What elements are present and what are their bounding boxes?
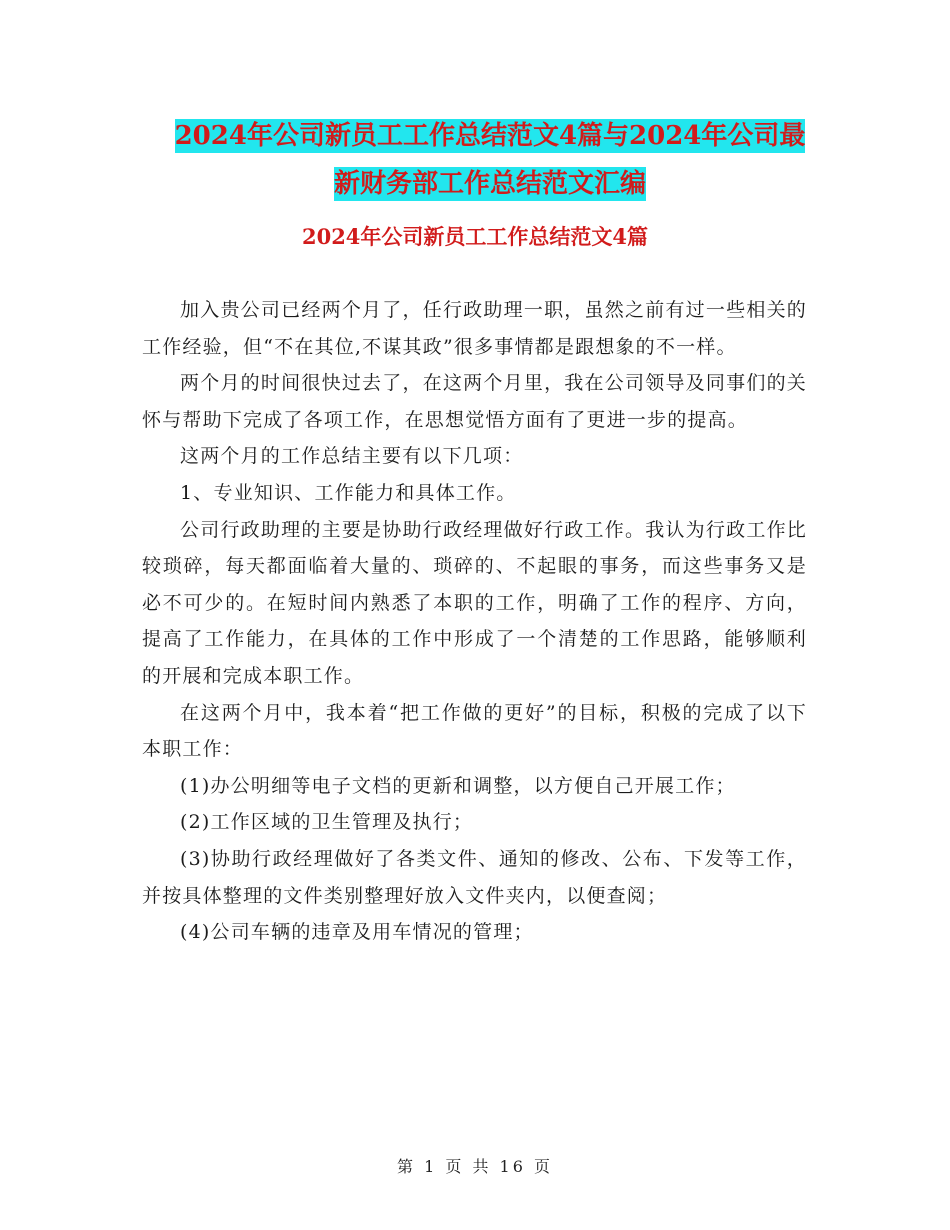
document-body — [142, 292, 807, 951]
paragraph: 公司行政助理的主要是协助行政经理做好行政工作。我认为行政工作比较琐碎，每天都面临着大量的、琐碎的、不起眼的事务，而这些事务又是必不可少的。在短时间内熟悉了本职的工作，明确了工作的程序、方向，提高了工作能力，在具体的工作中形成了一个清楚的工作思路，能够顺利的开展和完成本职工作。 — [142, 518, 807, 687]
list-item: (1)办公明细等电子文档的更新和调整，以方便自己开展工作； — [180, 774, 736, 797]
document-title-line2: 新财务部工作总结范文汇编 — [333, 169, 646, 199]
paragraph: 在这两个月中，我本着“把工作做的更好”的目标，积极的完成了以下本职工作： — [142, 701, 807, 761]
list-item: (2)工作区域的卫生管理及执行； — [180, 811, 474, 834]
document-title-line1: 2024年公司新员工工作总结范文4篇与2024年公司最 — [174, 121, 806, 151]
list-item: (3)协助行政经理做好了各类文件、通知的修改、公布、下发等工作，并按具体整理的文件类别整理好放入文件夹内，以便查阅； — [142, 847, 807, 907]
page-footer: 第 1 页 共 16 页 — [397, 1157, 553, 1176]
paragraph: 这两个月的工作总结主要有以下几项： — [180, 445, 524, 468]
paragraph: 加入贵公司已经两个月了，任行政助理一职，虽然之前有过一些相关的工作经验，但“不在其位,不谋其政”很多事情都是跟想象的不一样。 — [142, 299, 807, 358]
list-item: (4)公司车辆的违章及用车情况的管理； — [180, 921, 534, 944]
section-title: 2024年公司新员工工作总结范文4篇 — [301, 224, 649, 249]
paragraph: 两个月的时间很快过去了，在这两个月里，我在公司领导及同事们的关怀与帮助下完成了各项工作，在思想觉悟方面有了更进一步的提高。 — [142, 372, 807, 431]
paragraph: 1、专业知识、工作能力和具体工作。 — [180, 481, 517, 504]
document-title — [140, 112, 840, 208]
